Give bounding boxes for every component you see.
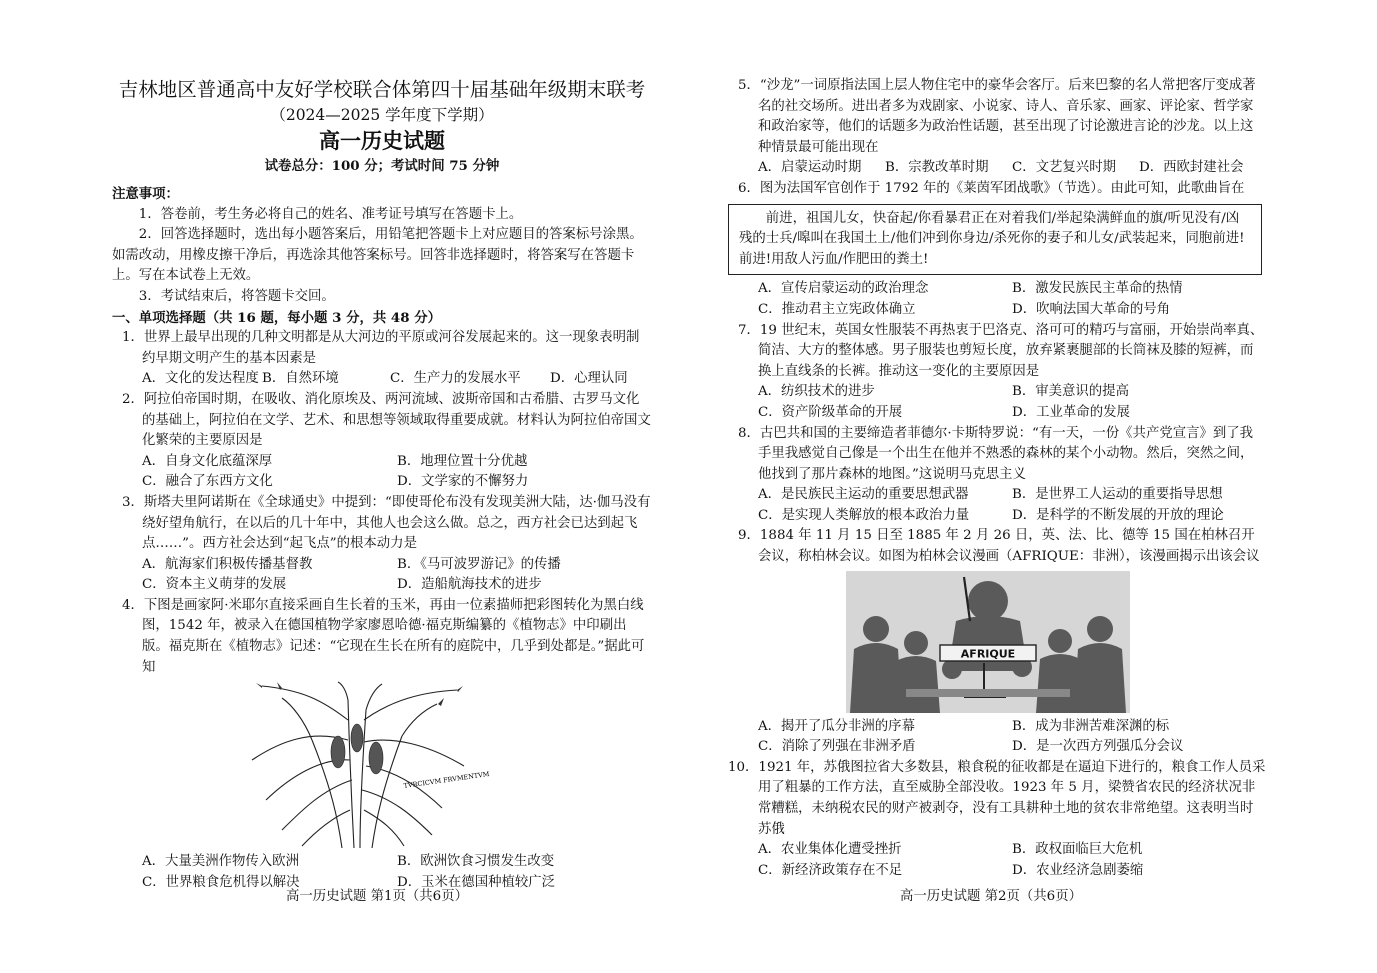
question-9-stem: 9．1884 年 11 月 15 日至 1885 年 2 月 26 日，英、法、比、德等 15 国在柏林召开会议，称柏林会议。如图为柏林会议漫画（AFRIQUE：非洲），该漫画揭示出该会议 (738, 528, 1260, 565)
option-c[interactable]: C．推动君主立宪政体确立 (758, 301, 916, 317)
option-c[interactable]: C．文艺复兴时期 (1012, 160, 1116, 176)
option-a[interactable]: A．启蒙运动时期 (758, 160, 862, 176)
option-b[interactable]: B．自然环境 (262, 371, 339, 387)
option-d[interactable]: D．玉米在德国种植较广泛 (397, 874, 556, 890)
notice-item: 1．答卷前，考生务必将自己的姓名、准考证号填写在答题卡上。 (138, 206, 523, 222)
question-2-stem: 2．阿拉伯帝国时期，在吸收、消化原埃及、两河流域、波斯帝国和古希腊、古罗马文化的基础上，阿拉伯在文学、艺术、和思想等领域取得重要成就。材料认为阿拉伯帝国文化繁荣的主要原因是 (122, 391, 651, 449)
option-d[interactable]: D．是科学的不断发展的开放的理论 (1012, 507, 1224, 523)
page-1 (112, 0, 652, 893)
option-d[interactable]: D．工业革命的发展 (1012, 404, 1130, 420)
page-2-footer: 高一历史试题 第2页（共6页） (900, 889, 1082, 904)
section-heading: 一、单项选择题（共 16 题，每小题 3 分，共 48 分） (112, 309, 441, 326)
option-a[interactable]: A．揭开了瓜分非洲的序幕 (758, 718, 915, 734)
option-a[interactable]: A．宣传启蒙运动的政治理念 (758, 281, 929, 297)
exam-term: （2024—2025 学年度下学期） (270, 106, 494, 124)
song-excerpt-box: 前进，祖国儿女，快奋起/你看暴君正在对着我们/举起染满鲜血的旗/听见没有/凶残的士兵/嗥叫在我国土上/他们冲到你身边/杀死你的妻子和儿女/武装起来，同胞前进!前进!用敌人污血/作肥田的粪土! (728, 204, 1262, 276)
corn-plant-illustration (242, 680, 490, 850)
option-b[interactable]: B．政权面临巨大危机 (1012, 842, 1143, 858)
option-c[interactable]: C．融合了东西方文化 (142, 474, 273, 490)
question-3-options (112, 555, 652, 576)
option-b[interactable]: B．激发民族民主革命的热情 (1012, 281, 1183, 297)
question-6-options (728, 300, 1266, 321)
option-b[interactable]: B．审美意识的提高 (1012, 384, 1129, 400)
question-9-options (728, 717, 1266, 738)
notice-heading: 注意事项： (112, 186, 179, 202)
question-2-options (112, 452, 652, 473)
option-b[interactable]: B．欧洲饮食习惯发生改变 (397, 854, 555, 870)
option-b[interactable]: B．地理位置十分优越 (397, 453, 528, 469)
question-7-options (728, 382, 1266, 403)
page-1-footer: 高一历史试题 第1页（共6页） (286, 889, 468, 904)
question-3-stem: 3．斯塔夫里阿诺斯在《全球通史》中提到：“即使哥伦布没有发现美洲大陆，达·伽马没有绕好望角航行，在以后的几十年中，其他人也会这么做。总之，西方社会已达到起飞点……”。西方社会达到“起飞点”的根本动力是 (122, 494, 651, 552)
question-2-options (112, 472, 652, 493)
question-6-options (728, 279, 1266, 300)
cartoon-label: AFRIQUE (960, 647, 1016, 661)
question-7-stem: 7．19 世纪末，英国女性服装不再热衷于巴洛克、洛可可的精巧与富丽，开始崇尚率真、简洁、大方的整体感。男子服装也剪短长度，放弃紧裹腿部的长筒袜及膝的短裤，而换上直线条的长裤。推动这一变化的主要原因是 (738, 322, 1264, 379)
question-10-options (728, 840, 1266, 861)
option-d[interactable]: D．农业经济急剧萎缩 (1012, 862, 1144, 878)
option-a[interactable]: A．自身文化底蕴深厚 (142, 453, 273, 469)
question-9-options (728, 737, 1266, 758)
option-c[interactable]: C．是实现人类解放的根本政治力量 (758, 507, 970, 523)
notice-item: 2．回答选择题时，选出每小题答案后，用铅笔把答题卡上对应题目的答案标号涂黑。如需改动，用橡皮擦干净后，再选涂其他答案标号。回答非选择题时，将答案写在答题卡上。写在本试卷上无效。 (112, 227, 643, 284)
question-4-stem: 4．下图是画家阿·米耶尔直接采画自生长着的玉米，再由一位素描师把彩图转化为黑白线图，1542 年，被录入在德国植物学家廖恩哈德·福克斯编纂的《植物志》中印刷出版。福克斯在《植物志》记述：“它现在生长在所有的庭院中，几乎到处都是。”据此可知 (122, 597, 645, 675)
notice-item: 3．考试结束后，将答题卡交回。 (138, 288, 335, 304)
question-10-options (728, 861, 1266, 882)
question-4-options (112, 852, 652, 873)
option-d[interactable]: D．吹响法国大革命的号角 (1012, 301, 1171, 317)
exam-info: 试卷总分：100 分；考试时间 75 分钟 (264, 158, 500, 174)
question-8-options (728, 485, 1266, 506)
question-1-stem: 1．世界上最早出现的几种文明都是从大河边的平原或河谷发展起来的。这一现象表明制约早期文明产生的基本因素是 (122, 330, 640, 366)
berlin-conference-cartoon (846, 571, 1130, 713)
option-d[interactable]: D．心理认同 (550, 371, 628, 387)
option-a[interactable]: A．是民族民主运动的重要思想武器 (758, 487, 969, 503)
question-10-stem: 10．1921 年，苏俄图拉省大多数县，粮食税的征收都是在逼迫下进行的，粮食工作人员采用了粗暴的工作方法，直至威胁全部没收。1923 年 5 月，梁赞省农民的经济状况非常糟糕，未纳税农民的财产被剥夺，没有工具耕种土地的贫农非常绝望。这表明当时苏俄 (728, 759, 1266, 837)
option-b[interactable]: B．《马可波罗游记》的传播 (397, 556, 561, 572)
option-c[interactable]: C．消除了列强在非洲矛盾 (758, 739, 916, 755)
option-d[interactable]: D．造船航海技术的进步 (397, 577, 542, 593)
option-c[interactable]: C．新经济政策存在不足 (758, 862, 903, 878)
option-a[interactable]: A．大量美洲作物传入欧洲 (142, 854, 299, 870)
option-a[interactable]: A．文化的发达程度 (142, 371, 259, 387)
question-5-options (728, 158, 1266, 179)
question-1-options (112, 369, 652, 390)
option-a[interactable]: A．农业集体化遭受挫折 (758, 842, 902, 858)
option-b[interactable]: B．是世界工人运动的重要指导思想 (1012, 487, 1223, 503)
question-5-stem: 5．“沙龙”一词原指法国上层人物住宅中的豪华会客厅。后来巴黎的名人常把客厅变成著名的社交场所。进出者多为戏剧家、小说家、诗人、音乐家、画家、评论家、哲学家和政治家等，他们的话题多为政治性话题，甚至出现了讨论激进言论的沙龙。以上这种情景最可能出现在 (738, 78, 1256, 155)
subject-title: 高一历史试题 (319, 128, 445, 153)
option-d[interactable]: D．文学家的不懈努力 (397, 474, 529, 490)
question-8-stem: 8．古巴共和国的主要缔造者菲德尔·卡斯特罗说：“有一天，一份《共产党宣言》到了我手里我感觉自己像是一个出生在他并不熟悉的森林的某个小动物。然后，突然之间，他找到了那片森林的地图。”这说明马克思主义 (738, 425, 1254, 482)
question-6-stem: 6．图为法国军官创作于 1792 年的《莱茵军团战歌》（节选）。由此可知，此歌曲旨在 (738, 180, 1245, 196)
question-7-options (728, 403, 1266, 424)
exam-title: 吉林地区普通高中友好学校联合体第四十届基础年级期末联考 (118, 78, 646, 101)
page-2 (728, 76, 1266, 881)
option-a[interactable]: A．航海家们积极传播基督教 (142, 556, 313, 572)
corn-caption: TVRCICVM FRVMENTVM (403, 770, 490, 791)
option-c[interactable]: C．资产阶级革命的开展 (758, 404, 903, 420)
option-c[interactable]: C．世界粮食危机得以解决 (142, 874, 300, 890)
option-d[interactable]: D．是一次西方列强瓜分会议 (1012, 739, 1184, 755)
question-3-options (112, 575, 652, 596)
option-d[interactable]: D．西欧封建社会 (1139, 160, 1244, 176)
option-c[interactable]: C．资本主义萌芽的发展 (142, 577, 287, 593)
option-a[interactable]: A．纺织技术的进步 (758, 384, 875, 400)
question-8-options (728, 506, 1266, 527)
option-b[interactable]: B．成为非洲苦难深渊的标 (1012, 718, 1170, 734)
option-b[interactable]: B．宗教改革时期 (885, 160, 989, 176)
option-c[interactable]: C．生产力的发展水平 (390, 371, 521, 387)
